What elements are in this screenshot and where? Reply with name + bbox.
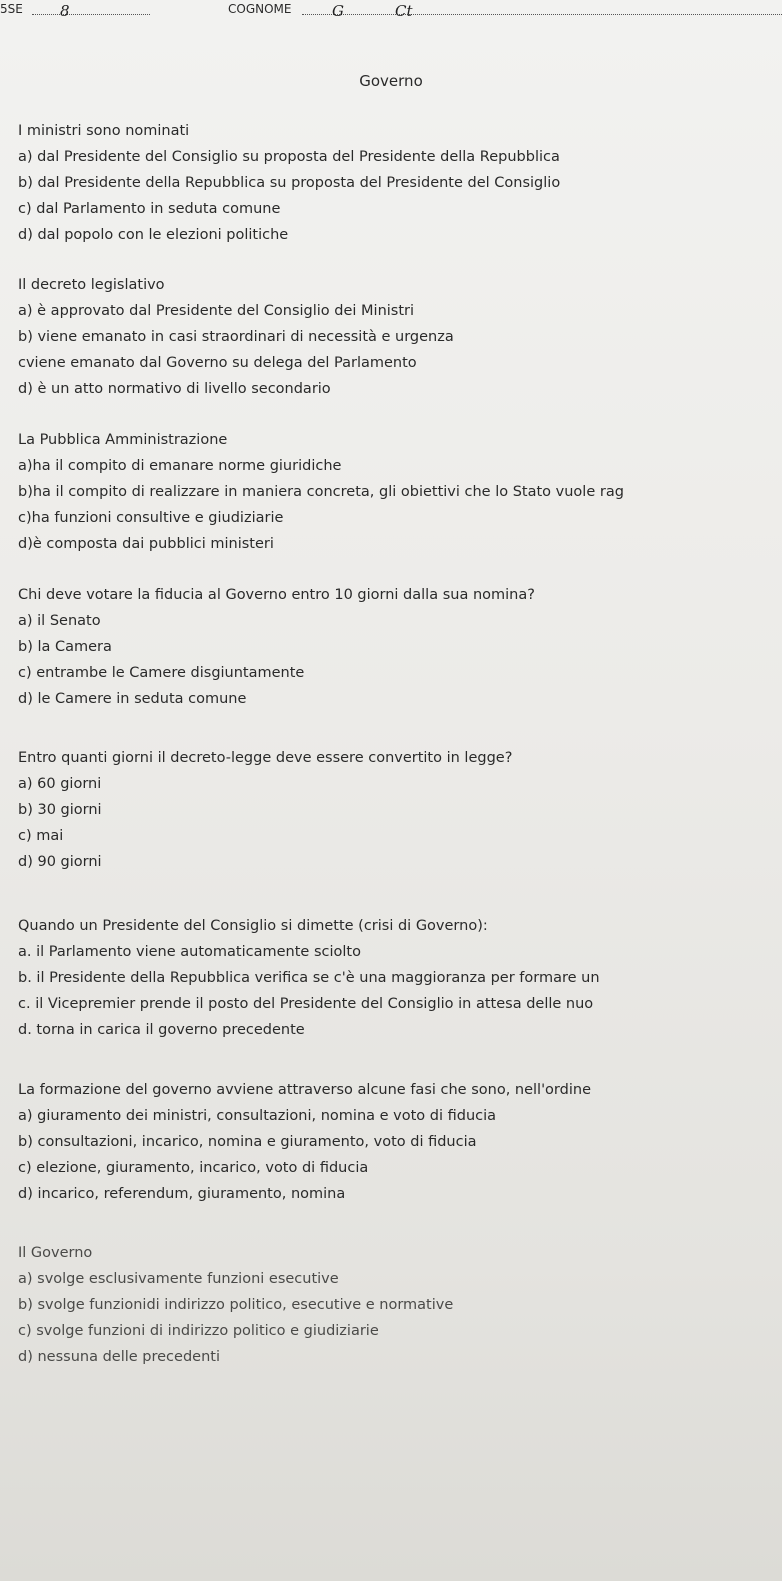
surname-handwriting: G bbox=[332, 2, 344, 20]
option-a: a) 60 giorni bbox=[18, 776, 102, 792]
question-text: Il decreto legislativo bbox=[18, 277, 165, 293]
question-text: Quando un Presidente del Consiglio si dimette (crisi di Governo): bbox=[18, 918, 488, 934]
question-5 bbox=[18, 745, 782, 875]
option-d: d) incarico, referendum, giuramento, nomina bbox=[18, 1186, 346, 1202]
question-8 bbox=[18, 1240, 782, 1370]
option-a: a) svolge esclusivamente funzioni esecutive bbox=[18, 1271, 339, 1287]
option-c: c. il Vicepremier prende il posto del Presidente del Consiglio in attesa delle nuo bbox=[18, 996, 594, 1012]
option-c: c) mai bbox=[18, 828, 64, 844]
surname-line bbox=[302, 14, 782, 15]
question-text: Chi deve votare la fiducia al Governo entro 10 giorni dalla sua nomina? bbox=[18, 587, 535, 603]
option-d: d) le Camere in seduta comune bbox=[18, 691, 247, 707]
question-1 bbox=[18, 118, 782, 248]
question-text: La formazione del governo avviene attraverso alcune fasi che sono, nell'ordine bbox=[18, 1082, 591, 1098]
question-3 bbox=[18, 427, 782, 557]
option-a: a) dal Presidente del Consiglio su proposta del Presidente della Repubblica bbox=[18, 149, 560, 165]
question-text: Il Governo bbox=[18, 1245, 93, 1261]
option-d: d) 90 giorni bbox=[18, 854, 102, 870]
class-handwriting: 8 bbox=[60, 2, 70, 20]
name-handwriting: Ct bbox=[395, 2, 413, 20]
class-label: 5SE bbox=[0, 2, 23, 16]
option-b: b)ha il compito di realizzare in maniera concreta, gli obiettivi che lo Stato vuole rag bbox=[18, 484, 624, 500]
option-d: d) è un atto normativo di livello secondario bbox=[18, 381, 331, 397]
page-title: Governo bbox=[359, 72, 423, 90]
question-2 bbox=[18, 272, 782, 402]
option-b: b) svolge funzionidi indirizzo politico, esecutive e normative bbox=[18, 1297, 454, 1313]
question-text: I ministri sono nominati bbox=[18, 123, 190, 139]
option-a: a) il Senato bbox=[18, 613, 101, 629]
option-a: a) è approvato dal Presidente del Consiglio dei Ministri bbox=[18, 303, 415, 319]
surname-label: COGNOME bbox=[228, 2, 292, 16]
question-text: Entro quanti giorni il decreto-legge deve essere convertito in legge? bbox=[18, 750, 513, 766]
option-b: b) la Camera bbox=[18, 639, 112, 655]
option-a: a)ha il compito di emanare norme giuridiche bbox=[18, 458, 342, 474]
option-d: d. torna in carica il governo precedente bbox=[18, 1022, 305, 1038]
option-c: c) elezione, giuramento, incarico, voto di fiducia bbox=[18, 1160, 369, 1176]
option-c: c)ha funzioni consultive e giudiziarie bbox=[18, 510, 284, 526]
question-6 bbox=[18, 913, 782, 1043]
option-b: b) dal Presidente della Repubblica su proposta del Presidente del Consiglio bbox=[18, 175, 561, 191]
option-b: b. il Presidente della Repubblica verifica se c'è una maggioranza per formare un bbox=[18, 970, 600, 986]
option-d: d) nessuna delle precedenti bbox=[18, 1349, 220, 1365]
option-b: b) viene emanato in casi straordinari di necessità e urgenza bbox=[18, 329, 454, 345]
option-a: a. il Parlamento viene automaticamente sciolto bbox=[18, 944, 361, 960]
question-text: La Pubblica Amministrazione bbox=[18, 432, 228, 448]
option-d: d)è composta dai pubblici ministeri bbox=[18, 536, 274, 552]
option-c: c) svolge funzioni di indirizzo politico e giudiziarie bbox=[18, 1323, 379, 1339]
header-row bbox=[0, 0, 782, 22]
question-4 bbox=[18, 582, 782, 712]
option-c: c) dal Parlamento in seduta comune bbox=[18, 201, 281, 217]
option-c: c) entrambe le Camere disgiuntamente bbox=[18, 665, 305, 681]
option-c: cviene emanato dal Governo su delega del Parlamento bbox=[18, 355, 417, 371]
option-b: b) 30 giorni bbox=[18, 802, 102, 818]
option-a: a) giuramento dei ministri, consultazioni, nomina e voto di fiducia bbox=[18, 1108, 497, 1124]
class-line bbox=[32, 14, 150, 15]
option-b: b) consultazioni, incarico, nomina e giuramento, voto di fiducia bbox=[18, 1134, 477, 1150]
question-7 bbox=[18, 1077, 782, 1207]
option-d: d) dal popolo con le elezioni politiche bbox=[18, 227, 289, 243]
